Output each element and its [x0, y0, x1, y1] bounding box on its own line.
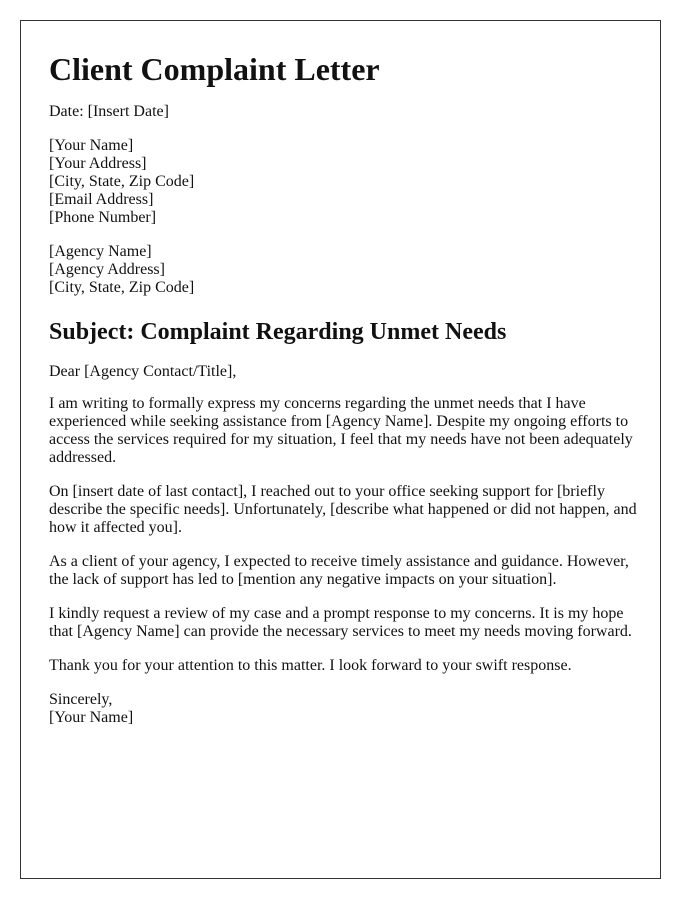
salutation: Dear [Agency Contact/Title],: [49, 363, 237, 380]
sender-phone: [Phone Number]: [49, 209, 157, 226]
letter-content: [49, 49, 639, 727]
valediction: Sincerely,: [49, 691, 113, 708]
sender-block: [49, 137, 639, 227]
sender-city: [City, State, Zip Code]: [49, 173, 195, 190]
recipient-block: [49, 243, 639, 297]
letter-page: [20, 20, 661, 879]
closing-block: [49, 691, 639, 727]
sender-name: [Your Name]: [49, 137, 134, 154]
signature-name: [Your Name]: [49, 709, 134, 726]
subject-heading: Subject: Complaint Regarding Unmet Needs: [49, 319, 507, 345]
sender-address: [Your Address]: [49, 155, 147, 172]
body-paragraph: I am writing to formally express my concerns regarding the unmet needs that I have experienced while seeking assistance from [Agency Name]. Despite my ongoing efforts to access the services required for my situation, I feel that my needs have not been adequately addressed.: [49, 395, 633, 466]
body-paragraph: Thank you for your attention to this matter. I look forward to your swift response.: [49, 657, 572, 674]
recipient-address: [Agency Address]: [49, 261, 165, 278]
body-paragraph: As a client of your agency, I expected to receive timely assistance and guidance. However, the lack of support has led to [mention any negative impacts on your situation].: [49, 553, 629, 588]
letter-title: Client Complaint Letter: [49, 51, 380, 87]
date-line: Date: [Insert Date]: [49, 103, 169, 120]
recipient-city: [City, State, Zip Code]: [49, 279, 195, 296]
body-paragraph: I kindly request a review of my case and a prompt response to my concerns. It is my hope that [Agency Name] can provide the necessary services to meet my needs moving forward.: [49, 605, 632, 640]
body-paragraph: On [insert date of last contact], I reached out to your office seeking support for [briefly describe the specific needs]. Unfortunately, [describe what happened or did not happen, and how it affected you].: [49, 483, 637, 536]
recipient-name: [Agency Name]: [49, 243, 152, 260]
sender-email: [Email Address]: [49, 191, 154, 208]
